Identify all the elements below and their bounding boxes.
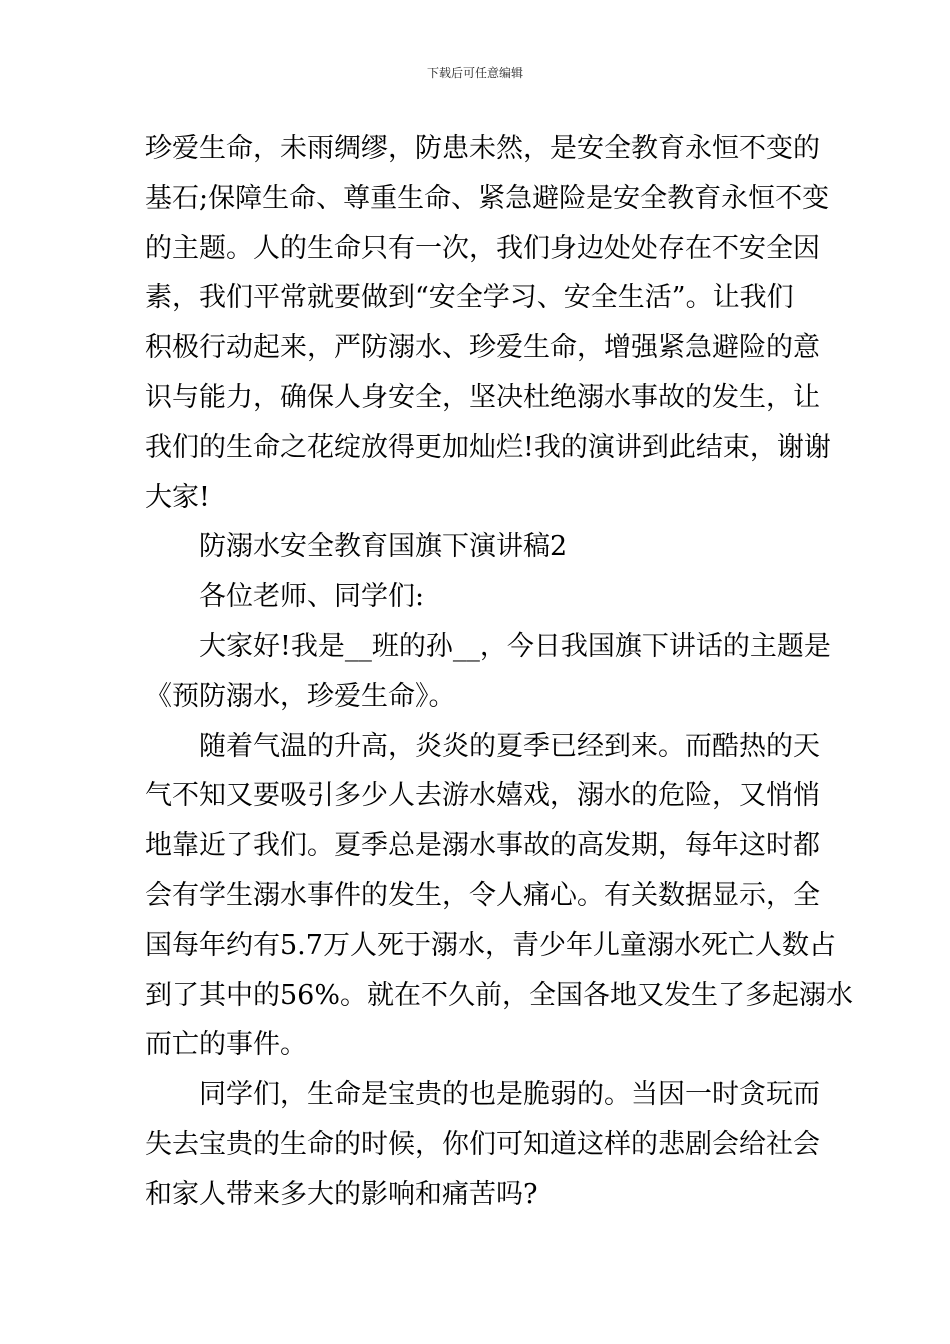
page-header: 下载后可任意编辑 — [426, 66, 523, 80]
section-title: 防溺水安全教育国旗下演讲稿2 — [199, 531, 568, 563]
text-line: 大家! — [145, 481, 210, 513]
text-line: 会有学生溺水事件的发生，令人痛心。有关数据显示，全 — [145, 879, 820, 911]
text-line: 同学们，生命是宝贵的也是脆弱的。当因一时贪玩而 — [199, 1079, 820, 1111]
text-line: 积极行动起来，严防溺水、珍爱生命，增强紧急避险的意 — [145, 332, 820, 364]
text-line: 和家人带来多大的影响和痛苦吗? — [145, 1178, 538, 1210]
text-line: 随着气温的升高，炎炎的夏季已经到来。而酷热的天 — [199, 730, 820, 762]
text-line: 而亡的事件。 — [145, 1029, 307, 1061]
text-line: 我们的生命之花绽放得更加灿烂!我的演讲到此结束，谢谢 — [145, 431, 831, 463]
salutation: 各位老师、同学们: — [199, 581, 425, 613]
text-line: 地靠近了我们。夏季总是溺水事故的高发期，每年这时都 — [145, 830, 820, 862]
text-line: 失去宝贵的生命的时候，你们可知道这样的悲剧会给社会 — [145, 1128, 820, 1160]
text-line: 珍爱生命，未雨绸缪，防患未然，是安全教育永恒不变的 — [145, 133, 820, 164]
text-line: 素，我们平常就要做到“安全学习、安全生活”。让我们 — [145, 282, 794, 314]
text-line: 到了其中的56%。就在不久前，全国各地又发生了多起溺水 — [145, 979, 854, 1011]
text-line: 气不知又要吸引多少人去游水嬉戏，溺水的危险，又悄悄 — [145, 780, 820, 812]
text-line: 的主题。人的生命只有一次，我们身边处处存在不安全因 — [145, 232, 820, 264]
document-body — [145, 124, 854, 1220]
text-line: 《预防溺水，珍爱生命》。 — [145, 680, 456, 712]
text-line: 基石;保障生命、尊重生命、紧急避险是安全教育永恒不变 — [145, 182, 830, 214]
text-line: 大家好!我是__班的孙__，今日我国旗下讲话的主题是 — [199, 630, 831, 662]
text-line: 国每年约有5.7万人死于溺水，青少年儿童溺水死亡人数占 — [145, 929, 836, 961]
text-line: 识与能力，确保人身安全，坚决杜绝溺水事故的发生，让 — [145, 381, 820, 413]
